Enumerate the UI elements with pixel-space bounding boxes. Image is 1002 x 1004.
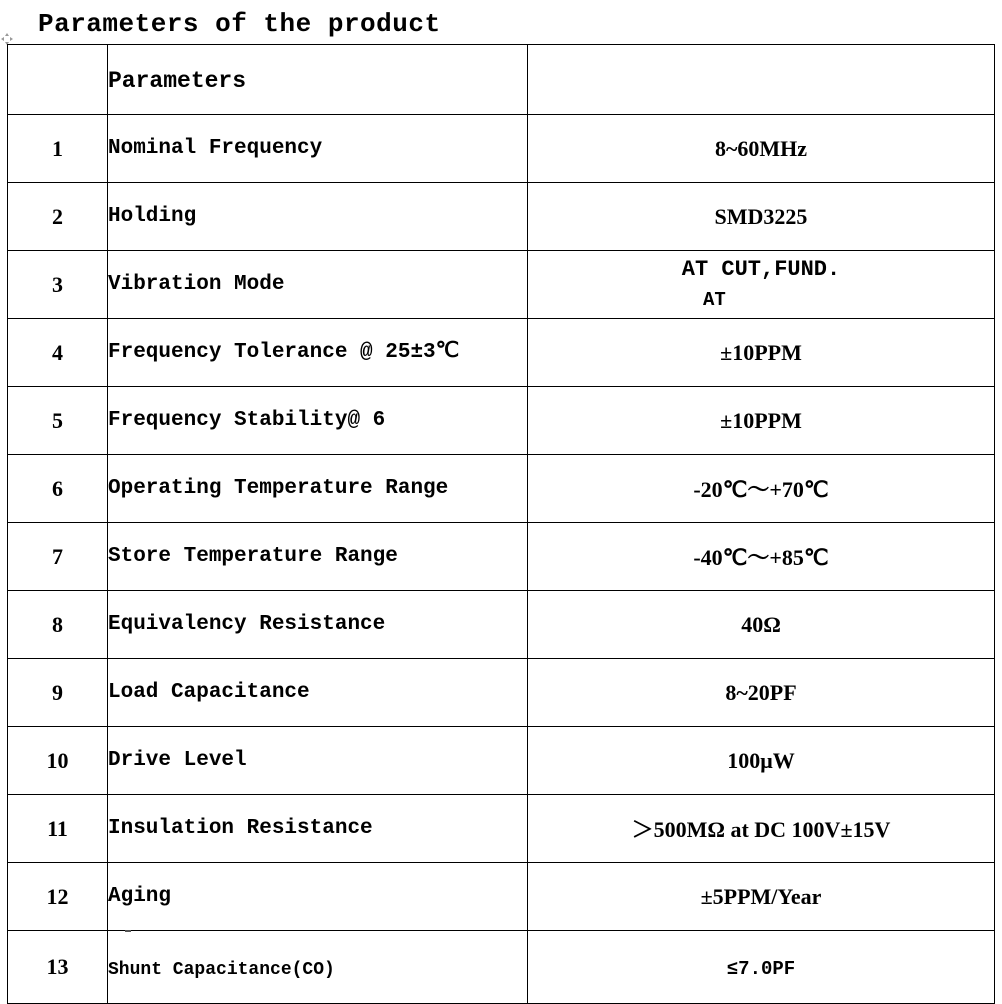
stray-mark	[125, 930, 131, 932]
parameter-value: AT CUT,FUND.	[681, 256, 841, 282]
parameter-value-cell	[528, 931, 995, 1004]
table-row	[8, 319, 995, 387]
parameter-name: Nominal Frequency	[108, 115, 528, 183]
parameter-value: 8~60MHz	[528, 115, 995, 183]
parameter-name: Holding	[108, 183, 528, 251]
row-number: 13	[8, 931, 108, 1004]
parameter-value: ＞500MΩ at DC 100V±15V	[528, 795, 995, 863]
parameter-name: Store Temperature Range	[108, 523, 528, 591]
table-row	[8, 659, 995, 727]
table-row	[8, 115, 995, 183]
table-row	[8, 523, 995, 591]
parameter-value: ±10PPM	[528, 319, 995, 387]
row-number: 4	[8, 319, 108, 387]
parameter-value: 100μW	[528, 727, 995, 795]
parameter-name: Shunt Capacitance(CO)	[108, 931, 528, 1004]
parameter-value-cell	[528, 251, 995, 319]
parameter-value: 8~20PF	[528, 659, 995, 727]
parameter-value: ±10PPM	[528, 387, 995, 455]
parameter-value: ≤7.0PF	[726, 958, 796, 980]
table-row	[8, 863, 995, 931]
parameter-name: Insulation Resistance	[108, 795, 528, 863]
table-row	[8, 251, 995, 319]
row-number: 10	[8, 727, 108, 795]
header-value	[528, 45, 995, 115]
parameter-name: Equivalency Resistance	[108, 591, 528, 659]
table-row	[8, 455, 995, 523]
table-row	[8, 727, 995, 795]
row-number: 5	[8, 387, 108, 455]
row-number: 8	[8, 591, 108, 659]
row-number: 3	[8, 251, 108, 319]
parameter-name: Drive Level	[108, 727, 528, 795]
table-row	[8, 591, 995, 659]
row-number: 9	[8, 659, 108, 727]
parameter-name: Operating Temperature Range	[108, 455, 528, 523]
table-row	[8, 931, 995, 1004]
parameter-value: SMD3225	[528, 183, 995, 251]
row-number: 2	[8, 183, 108, 251]
parameter-value: 40Ω	[528, 591, 995, 659]
parameter-name: Frequency Tolerance @ 25±3℃	[108, 319, 528, 387]
parameter-name: Frequency Stability@ 6	[108, 387, 528, 455]
row-number: 1	[8, 115, 108, 183]
parameter-name: Vibration Mode	[108, 251, 528, 319]
parameter-value: -40℃～+85℃	[528, 523, 995, 591]
page-title: Parameters of the product	[38, 9, 441, 39]
parameter-value: -20℃～+70℃	[528, 455, 995, 523]
row-number: 11	[8, 795, 108, 863]
parameter-value-extra: AT	[703, 288, 726, 311]
header-num-cell	[8, 45, 108, 115]
row-number: 12	[8, 863, 108, 931]
parameter-name: Aging	[108, 863, 528, 931]
parameters-table	[7, 44, 995, 1004]
table-row	[8, 183, 995, 251]
parameter-name: Load Capacitance	[108, 659, 528, 727]
row-number: 7	[8, 523, 108, 591]
parameter-value: ±5PPM/Year	[528, 863, 995, 931]
header-label: Parameters	[108, 45, 528, 115]
table-row	[8, 387, 995, 455]
table-header-row	[8, 45, 995, 115]
row-number: 6	[8, 455, 108, 523]
table-row	[8, 795, 995, 863]
